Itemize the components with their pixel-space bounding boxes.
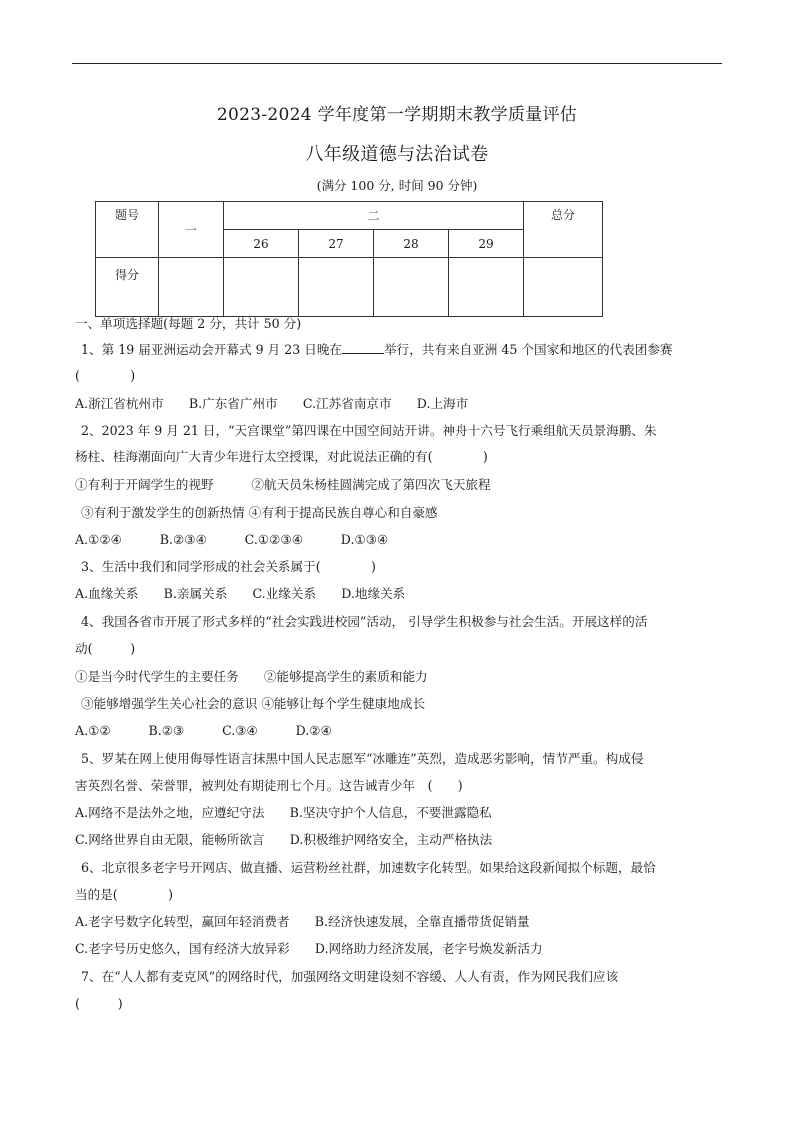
score-cell-27[interactable]: [299, 258, 374, 317]
question-5-line-2: 害英烈名誉、荣誉罪，被判处有期徒刑七个月。这告诫青少年 ( ): [75, 778, 463, 793]
question-2-options: A.①②④ B.②③④ C.①②③④ D.①③④: [75, 532, 389, 547]
exam-subject: 八年级道德与法治试卷: [305, 144, 489, 165]
question-5-line-1: 5、罗某在网上使用侮辱性语言抹黑中国人民志愿军“冰雕连”英烈，造成恶劣影响，情节严重。构成侵: [81, 751, 644, 766]
section-heading: 一、单项选择题(每题 2 分，共计 50 分): [75, 316, 302, 331]
question-6-options-cd: C.老字号历史悠久，国有经济大放异彩 D.网络助力经济发展，老字号焕发新活力: [75, 941, 543, 956]
question-4-options: A.①② B.②③ C.③④ D.②④: [75, 723, 332, 738]
question-4-statement-1: ①是当今时代学生的主要任务 ②能够提高学生的素质和能力: [75, 669, 428, 684]
question-5-options-cd: C.网络世界自由无限，能畅所欲言 D.积极维护网络安全，主动严格执法: [75, 832, 493, 847]
question-4-line-2: 动( ): [75, 641, 136, 656]
question-4-line-1: 4、我国各省市开展了形式多样的“社会实践进校园”活动， 引导学生积极参与社会生活。开展这样的活: [81, 614, 648, 629]
exam-title: 2023-2024 学年度第一学期期末教学质量评估: [216, 105, 578, 125]
question-1-options: A.浙江省杭州市 B.广东省广州市 C.江苏省南京市 D.上海市: [75, 396, 469, 411]
question-3-line-1: 3、生活中我们和同学形成的社会关系属于( ): [81, 559, 376, 574]
score-table: [95, 201, 603, 317]
score-row-label: 得分: [96, 258, 159, 317]
question-number-label: 题号: [96, 202, 159, 258]
score-cell-26[interactable]: [224, 258, 299, 317]
score-cell-29[interactable]: [449, 258, 524, 317]
question-3-options: A.血缘关系 B.亲属关系 C.业缘关系 D.地缘关系: [75, 586, 406, 601]
exam-info: (满分 100 分, 时间 90 分钟): [316, 178, 478, 193]
question-29-header: 29: [449, 230, 524, 258]
question-27-header: 27: [299, 230, 374, 258]
section-one-header: 一: [159, 202, 224, 258]
question-5-options-ab: A.网络不是法外之地，应遵纪守法 B.坚决守护个人信息，不要泄露隐私: [75, 805, 492, 820]
section-two-header: 二: [224, 202, 524, 230]
question-2-line-2: 杨柱、桂海潮面向广大青少年进行太空授课，对此说法正确的有( ): [75, 449, 488, 464]
question-6-options-ab: A.老字号数字化转型，赢回年轻消费者 B.经济快速发展，全靠直播带货促销量: [75, 914, 530, 929]
total-score-header: 总分: [524, 202, 603, 258]
question-2-statement-1: ①有利于开阔学生的视野 ②航天员朱杨桂圆满完成了第四次飞天旅程: [75, 477, 491, 492]
question-6-line-2: 当的是( ): [75, 887, 173, 902]
score-cell-28[interactable]: [374, 258, 449, 317]
score-cell-section-one[interactable]: [159, 258, 224, 317]
question-7-line-1: 7、在“人人都有麦克风”的网络时代，加强网络文明建设刻不容缓、人人有责，作为网民我们应该: [81, 969, 619, 984]
question-7-line-2: ( ): [75, 996, 123, 1011]
question-1-line-2: ( ): [75, 368, 136, 383]
question-1-line-1: 1、第 19 届亚洲运动会开幕式 9 月 23 日晚在 举行，共有来自亚洲 45 个国家和地区的代表团参赛: [81, 342, 673, 357]
question-28-header: 28: [374, 230, 449, 258]
score-cell-total[interactable]: [524, 258, 603, 317]
question-6-line-1: 6、北京很多老字号开网店、做直播、运营粉丝社群，加速数字化转型。如果给这段新闻拟个标题，最恰: [81, 860, 656, 875]
question-4-statement-2: ③能够增强学生关心社会的意识 ④能够让每个学生健康地成长: [81, 696, 426, 711]
question-2-statement-2: ③有利于激发学生的创新热情 ④有利于提高民族自尊心和自豪感: [81, 505, 438, 520]
question-26-header: 26: [224, 230, 299, 258]
question-2-line-1: 2、2023 年 9 月 21 日，“天宫课堂”第四课在中国空间站开讲。神舟十六号飞行乘组航天员景海鹏、朱: [81, 423, 657, 438]
fill-blank[interactable]: [342, 341, 384, 354]
header-rule: [72, 63, 722, 64]
